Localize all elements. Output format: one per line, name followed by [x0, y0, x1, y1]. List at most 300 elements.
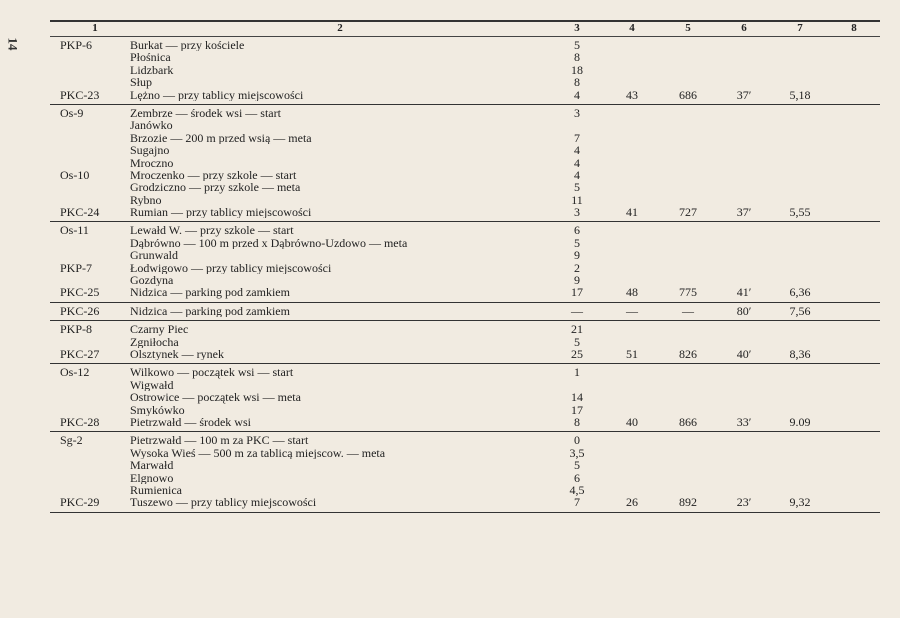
col4-value: [604, 144, 660, 156]
col4-value: [604, 64, 660, 76]
location: Mroczno: [130, 156, 174, 169]
header-col-2: 2: [337, 22, 343, 34]
distance: 9: [574, 248, 580, 263]
col6-value: [716, 447, 772, 459]
location: Sugajno: [130, 144, 170, 157]
col5-value: [660, 181, 716, 193]
distance: 6: [574, 470, 580, 485]
distance: —: [571, 303, 583, 318]
section-block: [50, 432, 880, 511]
col7-value: [772, 76, 828, 88]
col8-value: [828, 144, 880, 156]
distance: 8: [574, 75, 580, 90]
table-row: [50, 132, 880, 144]
table-row: [50, 169, 880, 181]
col5-value: [660, 144, 716, 156]
col6-value: [716, 157, 772, 169]
col6-value: [716, 64, 772, 76]
location: Pietrzwałd — środek wsi: [130, 415, 251, 429]
distance: 17: [571, 285, 583, 300]
col8-value: [828, 286, 880, 298]
table-row: [50, 348, 880, 360]
col8-value: [828, 76, 880, 88]
checkpoint-code: PKC-25: [60, 285, 100, 300]
col8-value: [828, 119, 880, 131]
checkpoint-code: PKP-6: [60, 38, 93, 52]
col4-value: [604, 76, 660, 88]
table-row: [50, 484, 880, 496]
location: Nidzica — parking pod zamkiem: [130, 286, 290, 299]
col4-value: [604, 459, 660, 471]
col6-value: [716, 51, 772, 63]
section-rule: [50, 512, 880, 513]
location: Brzozie — 200 m przed wsią — meta: [130, 131, 312, 145]
col7-value: 5,18: [789, 87, 811, 102]
table-row: [50, 286, 880, 298]
table-row: [50, 447, 880, 459]
table-row: [50, 76, 880, 88]
distance: 3,5: [569, 445, 585, 460]
checkpoint-code: [50, 379, 130, 391]
distance: 5: [574, 180, 580, 195]
header-col-7: 7: [797, 22, 803, 34]
checkpoint-code: PKC-29: [60, 495, 100, 510]
location: Rumienica: [130, 483, 182, 497]
checkpoint-code: [50, 119, 130, 131]
col7-value: 6,36: [789, 285, 811, 300]
checkpoint-code: Os-10: [60, 167, 90, 182]
col8-value: [828, 434, 880, 446]
distance: 4,5: [569, 482, 585, 497]
section-block: [50, 321, 880, 363]
location: Dąbrówno — 100 m przed x Dąbrówno-Uzdowo — meta: [130, 236, 408, 250]
col8-value: [828, 274, 880, 286]
col7-value: 8,36: [789, 346, 811, 361]
checkpoint-code: PKP-7: [60, 260, 93, 275]
col6-value: 41′: [736, 285, 752, 300]
table-row: [50, 262, 880, 274]
checkpoint-code: [50, 76, 130, 88]
checkpoint-code: [50, 51, 130, 63]
col7-value: [772, 119, 828, 131]
table-row: [50, 472, 880, 484]
col4-value: [604, 181, 660, 193]
col7-value: [772, 224, 828, 236]
col4-value: [604, 379, 660, 391]
col8-value: [828, 459, 880, 471]
col5-value: [660, 447, 716, 459]
distance: 18: [571, 62, 583, 77]
section-block: [50, 364, 880, 431]
col7-value: [772, 447, 828, 459]
col4-value: [604, 447, 660, 459]
col8-value: [828, 348, 880, 360]
col5-value: [660, 64, 716, 76]
col4-value: 26: [626, 495, 638, 510]
location: Czarny Piec: [130, 323, 189, 336]
col8-value: [828, 39, 880, 51]
col7-value: 9.09: [789, 414, 811, 429]
location: Smykówko: [130, 403, 185, 416]
table-row: [50, 206, 880, 218]
col6-value: [716, 76, 772, 88]
col6-value: [716, 323, 772, 335]
table-row: [50, 274, 880, 286]
checkpoint-code: PKP-8: [60, 322, 93, 337]
distance: 8: [574, 414, 580, 429]
col8-value: [828, 206, 880, 218]
section-block: [50, 222, 880, 301]
col8-value: [828, 249, 880, 261]
col6-value: 37′: [736, 205, 752, 220]
col5-value: [660, 434, 716, 446]
col7-value: 7,56: [789, 303, 811, 318]
col4-value: 43: [626, 87, 638, 102]
col7-value: [772, 107, 828, 119]
header-row: [50, 22, 880, 36]
col4-value: [604, 391, 660, 403]
distance: 5: [574, 334, 580, 349]
checkpoint-code: [50, 132, 130, 144]
checkpoint-code: Os-9: [60, 105, 84, 120]
col6-value: [716, 39, 772, 51]
distance: 21: [571, 322, 583, 337]
table-row: [50, 39, 880, 51]
table-row: [50, 89, 880, 101]
col5-value: 727: [679, 205, 697, 220]
col6-value: [716, 249, 772, 261]
col7-value: [772, 132, 828, 144]
col5-value: [660, 323, 716, 335]
location: Zembrze — środek wsi — start: [130, 106, 281, 120]
col4-value: 48: [626, 285, 638, 300]
col6-value: [716, 144, 772, 156]
distance: 2: [574, 260, 580, 275]
col7-value: [772, 391, 828, 403]
col5-value: [660, 459, 716, 471]
location: Burkat — przy kościele: [130, 39, 245, 52]
col6-value: 40′: [736, 346, 752, 361]
location: Lewałd W. — przy szkole — start: [130, 224, 294, 237]
table-row: [50, 336, 880, 348]
col4-value: [604, 472, 660, 484]
col5-value: [660, 472, 716, 484]
location: Mroczenko — przy szkole — start: [130, 168, 297, 182]
col6-value: [716, 262, 772, 274]
table-row: [50, 459, 880, 471]
col6-value: [716, 169, 772, 181]
table-row: [50, 181, 880, 193]
col8-value: [828, 194, 880, 206]
col5-value: [660, 76, 716, 88]
col6-value: [716, 107, 772, 119]
col6-value: [716, 119, 772, 131]
col4-value: [604, 169, 660, 181]
col6-value: [716, 434, 772, 446]
page-number: 14: [5, 37, 21, 51]
distance: 9: [574, 273, 580, 288]
col6-value: [716, 181, 772, 193]
col4-value: [604, 366, 660, 378]
col6-value: [716, 379, 772, 391]
col5-value: [660, 169, 716, 181]
checkpoint-code: [50, 144, 130, 156]
col8-value: [828, 169, 880, 181]
col7-value: [772, 249, 828, 261]
location: Elgnowo: [130, 471, 174, 484]
col7-value: [772, 237, 828, 249]
col5-value: [660, 119, 716, 131]
col7-value: [772, 181, 828, 193]
table-row: [50, 51, 880, 63]
distance: 6: [574, 223, 580, 238]
distance: 25: [571, 346, 583, 361]
checkpoint-code: [50, 447, 130, 459]
distance: 3: [574, 105, 580, 120]
col8-value: [828, 323, 880, 335]
location: Płośnica: [130, 51, 171, 64]
col8-value: [828, 416, 880, 428]
distance: 5: [574, 235, 580, 250]
checkpoint-code: [50, 391, 130, 403]
checkpoint-code: PKC-27: [60, 346, 100, 361]
distance: 17: [571, 402, 583, 417]
table-row: [50, 224, 880, 236]
col5-value: 686: [679, 87, 697, 102]
checkpoint-code: [50, 472, 130, 484]
col4-value: [604, 262, 660, 274]
header-col-3: 3: [574, 22, 580, 34]
header-col-5: 5: [685, 22, 691, 34]
table-row: [50, 237, 880, 249]
col8-value: [828, 181, 880, 193]
table-row: [50, 305, 880, 317]
distance: 0: [574, 433, 580, 448]
location: Tuszewo — przy tablicy miejscowości: [130, 496, 317, 509]
table-row: [50, 404, 880, 416]
col6-value: [716, 472, 772, 484]
col8-value: [828, 237, 880, 249]
checkpoint-code: Os-12: [60, 365, 90, 380]
col6-value: [716, 459, 772, 471]
col8-value: [828, 472, 880, 484]
location: Lidzbark: [130, 63, 174, 77]
location: Wigwałd: [130, 378, 174, 392]
col6-value: [716, 132, 772, 144]
col7-value: [772, 144, 828, 156]
col5-value: [660, 107, 716, 119]
location: Grunwald: [130, 249, 178, 262]
col6-value: 23′: [736, 495, 752, 510]
col5-value: [660, 237, 716, 249]
col4-value: [604, 323, 660, 335]
col8-value: [828, 366, 880, 378]
checkpoint-code: [50, 64, 130, 76]
col7-value: 9,32: [789, 495, 811, 510]
col8-value: [828, 157, 880, 169]
location: Grodziczno — przy szkole — meta: [130, 181, 301, 194]
location: Rybno: [130, 193, 162, 207]
col4-value: [604, 119, 660, 131]
col6-value: [716, 391, 772, 403]
col8-value: [828, 64, 880, 76]
col4-value: [604, 434, 660, 446]
col5-value: [660, 224, 716, 236]
location: Gozdyna: [130, 274, 174, 287]
distance: 7: [574, 495, 580, 510]
distance: 3: [574, 205, 580, 220]
col6-value: 33′: [736, 414, 752, 429]
col7-value: [772, 39, 828, 51]
col6-value: [716, 237, 772, 249]
location: Ostrowice — początek wsi — meta: [130, 391, 301, 404]
section-block: [50, 105, 880, 222]
col8-value: [828, 262, 880, 274]
distance: 5: [574, 38, 580, 52]
section-block: [50, 303, 880, 320]
location: Wysoka Wieś — 500 m za tablicą miejscow. — meta: [130, 446, 386, 460]
distance: 4: [574, 87, 580, 102]
col5-value: 775: [679, 285, 697, 300]
location: Lężno — przy tablicy miejscowości: [130, 88, 304, 101]
col7-value: [772, 366, 828, 378]
col8-value: [828, 404, 880, 416]
distance: 8: [574, 50, 580, 65]
col5-value: [660, 157, 716, 169]
col8-value: [828, 89, 880, 101]
col8-value: [828, 51, 880, 63]
checkpoint-code: PKC-28: [60, 414, 100, 429]
col4-value: [604, 249, 660, 261]
table-row: [50, 391, 880, 403]
checkpoint-code: [50, 237, 130, 249]
distance: [550, 119, 604, 131]
section-block: [50, 37, 880, 104]
table-row: [50, 366, 880, 378]
route-table: [50, 20, 880, 513]
col4-value: 40: [626, 414, 638, 429]
table-row: [50, 194, 880, 206]
col4-value: [604, 107, 660, 119]
col5-value: 892: [679, 495, 697, 510]
col4-value: [604, 224, 660, 236]
header-col-8: 8: [851, 22, 857, 34]
col5-value: [660, 51, 716, 63]
checkpoint-code: PKC-23: [60, 87, 100, 102]
location: Łodwigowo — przy tablicy miejscowości: [130, 261, 332, 275]
col5-value: 866: [679, 414, 697, 429]
col4-value: [604, 157, 660, 169]
col5-value: [660, 262, 716, 274]
table-row: [50, 434, 880, 446]
col8-value: [828, 447, 880, 459]
col4-value: [604, 237, 660, 249]
col5-value: 826: [679, 346, 697, 361]
table-row: [50, 323, 880, 335]
col6-value: [716, 224, 772, 236]
distance: 7: [574, 130, 580, 145]
checkpoint-code: [50, 181, 130, 193]
col8-value: [828, 379, 880, 391]
checkpoint-code: [50, 249, 130, 261]
col7-value: [772, 323, 828, 335]
col4-value: 51: [626, 346, 638, 361]
col4-value: [604, 132, 660, 144]
col8-value: [828, 484, 880, 496]
table-row: [50, 496, 880, 508]
col8-value: [828, 336, 880, 348]
location: Nidzica — parking pod zamkiem: [130, 304, 290, 318]
checkpoint-code: PKC-26: [60, 303, 100, 318]
checkpoint-code: [50, 459, 130, 471]
col6-value: 80′: [736, 303, 752, 318]
col5-value: [660, 249, 716, 261]
col5-value: [660, 379, 716, 391]
col4-value: [604, 51, 660, 63]
col4-value: 41: [626, 205, 638, 220]
header-col-1: 1: [92, 22, 98, 34]
location: Wilkowo — początek wsi — start: [130, 366, 294, 379]
distance: 5: [574, 458, 580, 473]
col8-value: [828, 496, 880, 508]
col4-value: —: [626, 303, 638, 318]
col5-value: [660, 132, 716, 144]
distance: 1: [574, 365, 580, 380]
col5-value: [660, 391, 716, 403]
col7-value: [772, 434, 828, 446]
table-row: [50, 144, 880, 156]
col8-value: [828, 224, 880, 236]
checkpoint-code: PKC-24: [60, 205, 100, 220]
location: Pietrzwałd — 100 m za PKC — start: [130, 434, 309, 447]
col5-value: [660, 366, 716, 378]
col7-value: [772, 262, 828, 274]
col6-value: [716, 366, 772, 378]
location: Marwałd: [130, 459, 174, 472]
table-row: [50, 64, 880, 76]
col7-value: [772, 169, 828, 181]
col8-value: [828, 305, 880, 317]
col5-value: [660, 39, 716, 51]
distance: 4: [574, 167, 580, 182]
table-row: [50, 119, 880, 131]
table-row: [50, 249, 880, 261]
distance: 14: [571, 390, 583, 405]
col7-value: [772, 157, 828, 169]
distance: 11: [571, 192, 583, 207]
col6-value: 37′: [736, 87, 752, 102]
checkpoint-code: Sg-2: [60, 433, 83, 448]
location: Zgniłocha: [130, 335, 179, 348]
header-col-4: 4: [629, 22, 635, 34]
col8-value: [828, 107, 880, 119]
table-row: [50, 379, 880, 391]
location: Rumian — przy tablicy miejscowości: [130, 206, 312, 219]
distance: 4: [574, 155, 580, 170]
location: Janówko: [130, 119, 173, 132]
table-row: [50, 157, 880, 169]
col8-value: [828, 391, 880, 403]
table-body: [50, 37, 880, 513]
col7-value: [772, 472, 828, 484]
distance: 4: [574, 143, 580, 158]
checkpoint-code: Os-11: [60, 223, 89, 238]
col7-value: 5,55: [789, 205, 811, 220]
col7-value: [772, 64, 828, 76]
col5-value: —: [682, 303, 694, 318]
table-row: [50, 107, 880, 119]
location: Olsztynek — rynek: [130, 347, 224, 361]
